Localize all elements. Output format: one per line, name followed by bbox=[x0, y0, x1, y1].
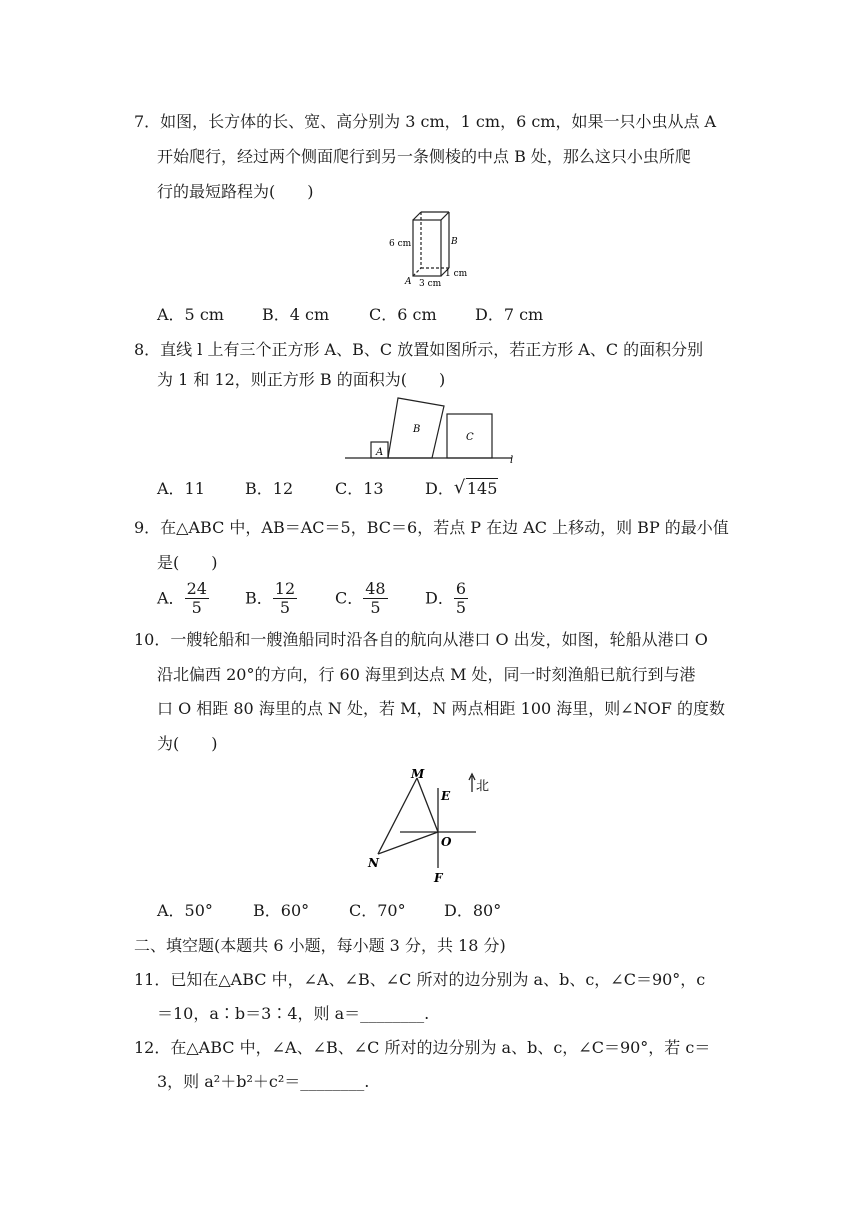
q9-line-1: 9．在△ABC 中，AB＝AC＝5，BC＝6，若点 P 在边 AC 上移动，则 BP 的最小值 bbox=[134, 518, 729, 537]
q7-cuboid-figure bbox=[385, 208, 475, 290]
q7-line-1: 7．如图，长方体的长、宽、高分别为 3 cm，1 cm，6 cm，如果一只小虫从点 A bbox=[134, 112, 717, 131]
q7-option-d[interactable]: D．7 cm bbox=[475, 305, 544, 324]
q7-option-b[interactable]: B．4 cm bbox=[262, 305, 330, 324]
q7-line-3: 行的最短路程为( ) bbox=[157, 182, 314, 201]
q8-option-a[interactable]: A．11 bbox=[157, 479, 205, 498]
q9-option-b-label: B． bbox=[245, 588, 273, 608]
q10-line-4: 为( ) bbox=[157, 734, 218, 753]
fraction bbox=[363, 580, 387, 617]
q9-option-a-label: A． bbox=[157, 588, 185, 608]
q10-point-n: N bbox=[368, 856, 379, 870]
q8-option-d-radicand: 145 bbox=[466, 479, 498, 498]
q7-point-a: A bbox=[405, 277, 412, 287]
q8-square-b: B bbox=[413, 424, 421, 435]
fraction bbox=[454, 580, 468, 617]
q10-north-label: 北 bbox=[476, 779, 490, 794]
q9-option-a[interactable] bbox=[157, 580, 209, 617]
q8-option-b[interactable]: B．12 bbox=[245, 479, 294, 498]
sqrt-icon: √ 145 bbox=[453, 477, 498, 498]
q10-line-2: 沿北偏西 20°的方向，行 60 海里到达点 M 处，同一时刻渔船已航行到与港 bbox=[157, 665, 696, 684]
q10-point-f: F bbox=[434, 871, 443, 885]
fraction bbox=[185, 580, 209, 617]
q7-height-label: 6 cm bbox=[389, 239, 412, 249]
q8-line-l: l bbox=[510, 455, 514, 466]
q10-line-3: 口 O 相距 80 海里的点 N 处，若 M，N 两点相距 100 海里，则∠NOF 的度数 bbox=[157, 699, 725, 718]
q10-option-b[interactable]: B．60° bbox=[253, 901, 310, 920]
q7-width-label: 1 cm bbox=[445, 269, 468, 279]
q8-line-1: 8．直线 l 上有三个正方形 A、B、C 放置如图所示，若正方形 A、C 的面积分别 bbox=[134, 340, 704, 359]
denominator: 5 bbox=[279, 598, 291, 617]
q9-option-b[interactable] bbox=[245, 580, 297, 617]
q9-option-d[interactable] bbox=[425, 580, 468, 617]
q7-option-c[interactable]: C．6 cm bbox=[369, 305, 437, 324]
fraction bbox=[273, 580, 297, 617]
q11-line-2: ＝10，a∶b＝3∶4，则 a＝________. bbox=[157, 1004, 430, 1023]
denominator: 5 bbox=[455, 598, 467, 617]
q10-point-e: E bbox=[441, 789, 451, 803]
q9-option-c[interactable] bbox=[335, 580, 388, 617]
q10-option-c[interactable]: C．70° bbox=[349, 901, 406, 920]
q10-option-a[interactable]: A．50° bbox=[157, 901, 213, 920]
q7-line-2: 开始爬行，经过两个侧面爬行到另一条侧棱的中点 B 处，那么这只小虫所爬 bbox=[157, 147, 691, 166]
q7-option-a[interactable]: A．5 cm bbox=[157, 305, 224, 324]
q8-line-2: 为 1 和 12，则正方形 B 的面积为( ) bbox=[157, 370, 446, 389]
q10-line-1: 10．一艘轮船和一艘渔船同时沿各自的航向从港口 O 出发，如图，轮船从港口 O bbox=[134, 630, 708, 649]
q9-option-d-label: D． bbox=[425, 588, 454, 608]
q7-length-label: 3 cm bbox=[419, 279, 442, 289]
q9-option-c-label: C． bbox=[335, 588, 364, 608]
q12-line-2: 3，则 a²＋b²＋c²＝________. bbox=[157, 1072, 370, 1091]
q10-navigation-figure bbox=[360, 760, 500, 888]
q10-option-d[interactable]: D．80° bbox=[444, 901, 502, 920]
q8-square-c: C bbox=[466, 432, 474, 443]
section-heading: 二、填空题(本题共 6 小题，每小题 3 分，共 18 分) bbox=[134, 936, 506, 955]
q8-square-a: A bbox=[376, 447, 384, 458]
denominator: 5 bbox=[370, 598, 381, 617]
q11-line-1: 11．已知在△ABC 中，∠A、∠B、∠C 所对的边分别为 a、b、c，∠C＝90°，c bbox=[134, 970, 706, 989]
q8-squares-figure bbox=[340, 392, 520, 466]
q8-option-d-label: D． bbox=[425, 479, 454, 498]
denominator: 5 bbox=[191, 598, 202, 617]
q10-point-o: O bbox=[441, 835, 452, 849]
q8-option-c[interactable]: C．13 bbox=[335, 479, 384, 498]
numerator: 24 bbox=[186, 579, 207, 598]
q8-option-d[interactable] bbox=[425, 479, 498, 499]
q7-point-b: B bbox=[451, 237, 458, 247]
q9-line-2: 是( ) bbox=[157, 553, 218, 572]
numerator: 48 bbox=[365, 579, 386, 598]
q10-point-m: M bbox=[411, 767, 425, 781]
numerator: 6 bbox=[455, 579, 467, 598]
numerator: 12 bbox=[274, 579, 296, 598]
q12-line-1: 12．在△ABC 中，∠A、∠B、∠C 所对的边分别为 a、b、c，∠C＝90°，若 c＝ bbox=[134, 1038, 711, 1057]
